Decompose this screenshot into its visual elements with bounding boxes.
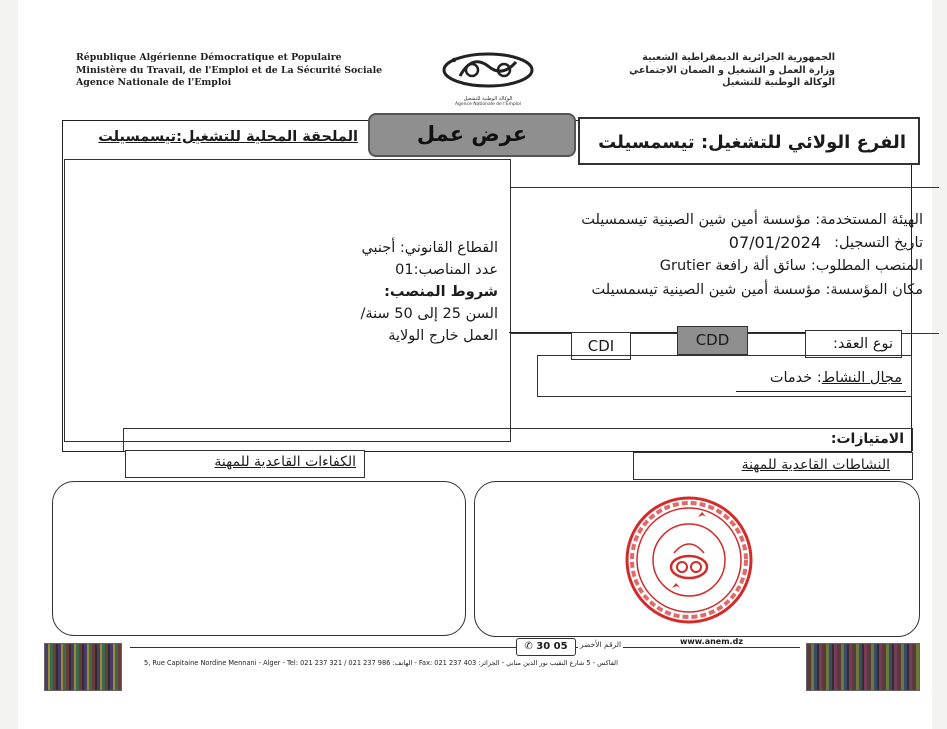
conditions-panel (64, 159, 511, 442)
footer-website: www.anem.dz (676, 637, 747, 646)
footer-rule (130, 647, 800, 648)
header-french (76, 52, 382, 90)
activities-label: النشاطات القاعدية للمهنة (741, 457, 890, 473)
location-line: مكان المؤسسة: مؤسسة أمين شين الصينية تيسمسيلت (591, 282, 923, 298)
header-fr-line-3: Agence Nationale de l'Emploi (76, 77, 232, 88)
contract-option-cdi: CDI (571, 332, 631, 360)
registration-date: 07/01/2024 (728, 233, 821, 252)
local-annex-box (76, 122, 366, 156)
header-arabic (629, 52, 835, 90)
barcode-right-icon (806, 643, 920, 691)
header-ar-line-3: الوكالة الوطنية للتشغيل (722, 77, 835, 88)
age-condition: السن 25 إلى 50 سنة/ (360, 306, 498, 322)
contract-option-cdd: CDD (677, 326, 748, 355)
conditions-title: شروط المنصب: (384, 284, 498, 300)
green-number-label: الرقم الأخضر (580, 640, 622, 649)
offer-title-tab (368, 113, 576, 157)
green-number-badge (516, 638, 576, 656)
anem-logo-icon (432, 48, 544, 92)
footer-address: 5, Rue Capitaine Nordine Mennani - Alger - Tel: 021 237 321 / 021 237 986 :الهاتف - Fax: 021 237 403 :الفاكس - 5 شارع النقيب نور الدين مناني - الجزائر (144, 659, 618, 667)
skills-title-box (125, 450, 365, 478)
logo-caption-fr: Agence Nationale de l'Emploi (454, 102, 522, 107)
contract-type-box (805, 330, 902, 358)
anem-logo (432, 48, 544, 106)
barcode-left-icon (44, 643, 122, 691)
details-panel (510, 187, 939, 334)
position-line: المنصب المطلوب: سائق ألة رافعة Grutier (659, 258, 923, 274)
wilaya-branch-box (578, 117, 920, 165)
wilaya-branch-label: الفرع الولائي للتشغيل: تيسمسيلت (598, 132, 906, 153)
privileges-row (123, 428, 913, 451)
positions-count: عدد المناصب:01 (395, 262, 498, 278)
official-stamp (622, 493, 756, 627)
header-fr-line-1: République Algérienne Démocratique et Populaire (76, 52, 342, 63)
activity-label: مجال النشاط (821, 370, 902, 386)
registration-label: تاريخ التسجيل: (834, 235, 923, 251)
activity-value: : خدمات (769, 370, 822, 386)
skills-content-box (52, 481, 466, 636)
header-ar-line-1: الجمهورية الجزائرية الديمقراطية الشعبية (642, 52, 835, 63)
privileges-label: الامتيازات: (830, 431, 904, 447)
official-stamp-icon (622, 493, 756, 627)
green-number: 30 05 (536, 641, 568, 652)
offer-title: عرض عمل (416, 122, 528, 146)
employer-line: الهيئة المستخدمة: مؤسسة أمين شين الصينية تيسمسيلت (581, 212, 923, 228)
header-fr-line-2: Ministère du Travail, de l'Emploi et de La Sécurité Sociale (76, 64, 383, 76)
header-ar-line-2: وزارة العمل و التشغيل و الضمان الاجتماعي (629, 64, 835, 76)
legal-sector: القطاع القانوني: أجنبي (361, 240, 498, 256)
phone-icon: ✆ (524, 641, 537, 652)
contract-type-label: نوع العقد: (832, 336, 893, 352)
skills-label: الكفاءات القاعدية للمهنة (214, 454, 356, 470)
work-location-condition: العمل خارج الولاية (388, 328, 498, 344)
local-annex-label: الملحقة المحلية للتشغيل:تيسمسيلت (98, 129, 358, 145)
activity-field (736, 366, 906, 392)
activities-title-box (633, 452, 913, 480)
logo-caption-ar: الوكالة الوطنية للتشغيل (463, 96, 513, 102)
connector-line (509, 332, 805, 333)
